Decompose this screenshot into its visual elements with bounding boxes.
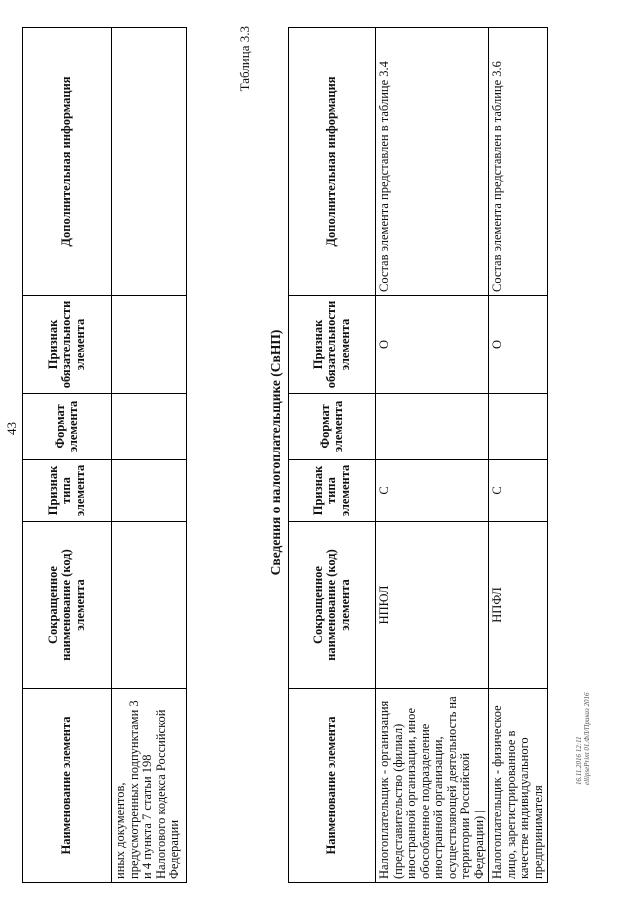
- stamp-line: ellipsePrint 01.ФЛ/Приказ 2016: [583, 692, 591, 785]
- cell-extra: Состав элемента представлен в таблице 3.6: [489, 28, 548, 296]
- header-name: Наименование элемента: [289, 689, 376, 883]
- cell-format: [112, 394, 187, 460]
- cell-required: О: [489, 296, 548, 394]
- cell-name: Налогоплательщик - организация (представительство (филиал) иностранной организации, иное обособленное подразделение иностранной организации, осуществляющей деятельность на территории Российской Федерации) |: [376, 689, 489, 883]
- cell-short-name: НПЮЛ: [376, 522, 489, 689]
- cell-type: [112, 460, 187, 522]
- table-row: [376, 28, 489, 883]
- table-caption: Таблица 3.3: [237, 26, 252, 92]
- cell-extra: [112, 28, 187, 296]
- header-row: [23, 28, 112, 883]
- cell-required: О: [376, 296, 489, 394]
- table-row: [489, 28, 548, 883]
- cell-extra: Состав элемента представлен в таблице 3.4: [376, 28, 489, 296]
- header-row: [289, 28, 376, 883]
- cell-name: иных документов, предусмотренных подпунктами 3 и 4 пункта 7 статьи 198 Налогового кодекса Российской Федерации: [112, 689, 187, 883]
- header-extra: Дополнительная информация: [23, 28, 112, 296]
- cell-format: [376, 394, 489, 460]
- header-format: Формат элемента: [289, 394, 376, 460]
- cell-type: С: [489, 460, 548, 522]
- cell-type: С: [376, 460, 489, 522]
- stamp-line: 16.11.2016 12:11: [575, 736, 583, 785]
- header-format: Формат элемента: [23, 394, 112, 460]
- cell-format: [489, 394, 548, 460]
- header-short-name: Сокращенное наименование (код) элемента: [289, 522, 376, 689]
- header-required: Признак обязательности элемента: [289, 296, 376, 394]
- header-type: Признак типа элемента: [23, 460, 112, 522]
- table-taxpayer-info: [288, 27, 548, 883]
- header-type: Признак типа элемента: [289, 460, 376, 522]
- cell-short-name: НПФЛ: [489, 522, 548, 689]
- header-name: Наименование элемента: [23, 689, 112, 883]
- section-title: Сведения о налогоплательщике (СвНП): [268, 329, 283, 576]
- table-continuation: [22, 27, 187, 883]
- cell-required: [112, 296, 187, 394]
- header-extra: Дополнительная информация: [289, 28, 376, 296]
- cell-name: Налогоплательщик - физическое лицо, зарегистрированное в качестве индивидуального предпринимателя: [489, 689, 548, 883]
- header-required: Признак обязательности элемента: [23, 296, 112, 394]
- print-stamp: [575, 692, 591, 785]
- page-number: 43: [4, 422, 19, 435]
- cell-short-name: [112, 522, 187, 689]
- header-short-name: Сокращенное наименование (код) элемента: [23, 522, 112, 689]
- table-row: [112, 28, 187, 883]
